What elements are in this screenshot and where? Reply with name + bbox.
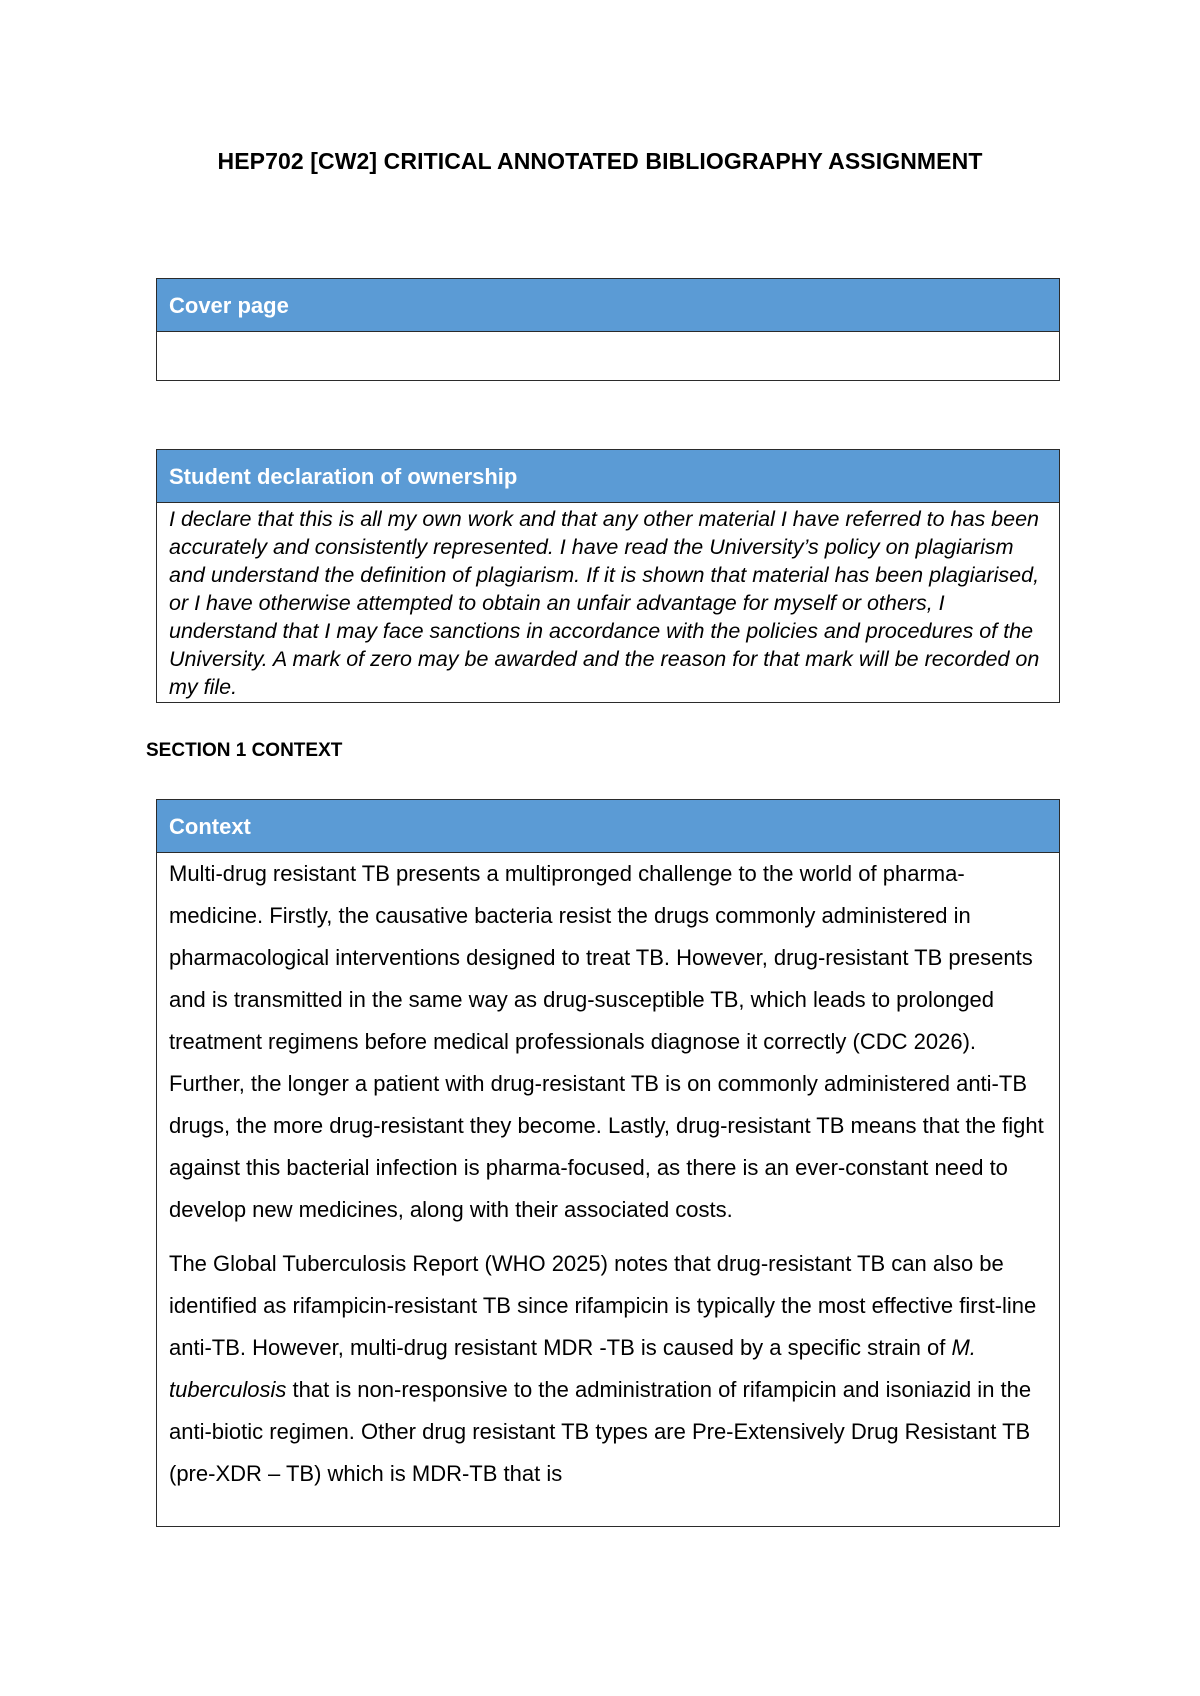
context-header: Context [157,800,1059,853]
declaration-table [156,449,1060,703]
context-table [156,799,1060,1527]
context-paragraph-2-part-1: The Global Tuberculosis Report (WHO 2025) notes that drug-resistant TB can also be identified as rifampicin-resistant TB since rifampicin is typically the most effective first-line anti-TB. However, multi-drug resistant MDR -TB is caused by a specific strain of [169,1251,1037,1360]
context-paragraph-2-part-2: that is non-responsive to the administration of rifampicin and isoniazid in the anti-biotic regimen. Other drug resistant TB types are Pre-Extensively Drug Resistant TB (pre-XDR – TB) which is MDR-TB that is [169,1377,1032,1486]
declaration-header: Student declaration of ownership [157,450,1059,503]
cover-page-header: Cover page [157,279,1059,332]
cover-page-table [156,278,1060,381]
document-title: HEP702 [CW2] CRITICAL ANNOTATED BIBLIOGRAPHY ASSIGNMENT [217,148,983,174]
declaration-text: I declare that this is all my own work and that any other material I have referred to has been accurately and consistently represented. I have read the University’s policy on plagiarism and understand the definition of plagiarism. If it is shown that material has been plagiarised, or I have otherwise attempted to obtain an unfair advantage for myself or others, I understand that I may face sanctions in accordance with the policies and procedures of the University. A mark of zero may be awarded and the reason for that mark will be recorded on my file. [169,507,1040,699]
context-paragraph-1: Multi-drug resistant TB presents a multipronged challenge to the world of pharma-medicine. Firstly, the causative bacteria resist the drugs commonly administered in pharmacological interventions designed to treat TB. However, drug-resistant TB presents and is transmitted in the same way as drug-susceptible TB, which leads to prolonged treatment regimens before medical professionals diagnose it correctly (CDC 2026). Further, the longer a patient with drug-resistant TB is on commonly administered anti-TB drugs, the more drug-resistant they become. Lastly, drug-resistant TB means that the fight against this bacterial infection is pharma-focused, as there is an ever-constant need to develop new medicines, along with their associated costs. [169,861,1044,1222]
section-1-heading: SECTION 1 CONTEXT [146,740,343,761]
context-body [157,853,1059,1495]
context-paragraph-2 [169,1243,1049,1495]
species-name: M. tuberculosis [169,1335,976,1402]
